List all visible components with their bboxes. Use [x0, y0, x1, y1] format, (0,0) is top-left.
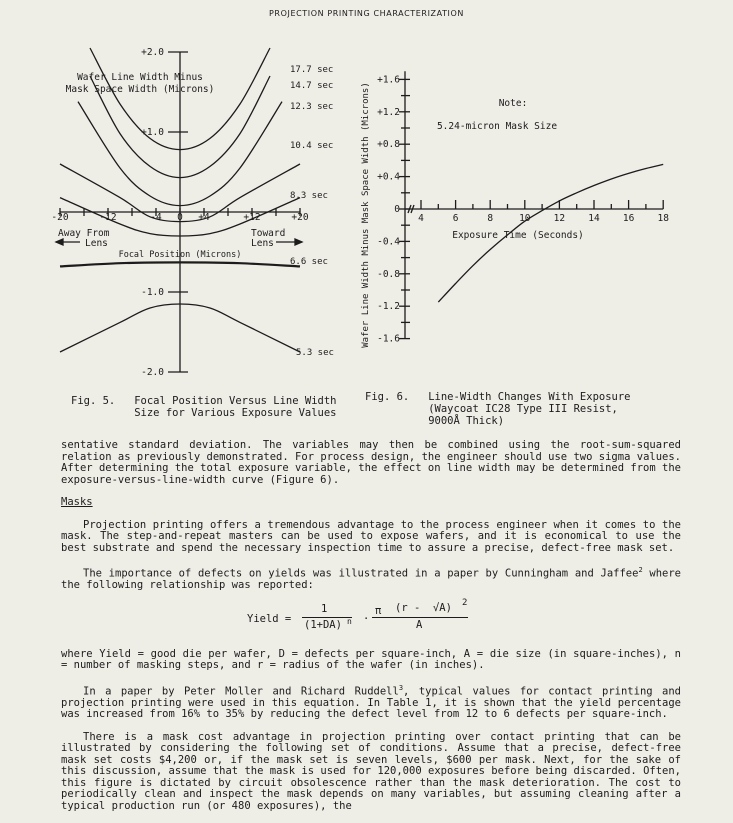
fig6-y-tick-label: +1.2	[377, 106, 400, 118]
fig5-x-tick-label: 0	[177, 212, 183, 223]
fig5-curve-label: 14.7 sec	[290, 81, 334, 91]
fig5-x-tick-label: -20	[51, 212, 69, 223]
paragraph: Projection printing offers a tremendous advantage to the process engineer when it comes to the mask. The step-and-repeat masters can be used to expose wafers, and it is economical to use the best substrate and spend the necessary inspection time to assure a precise, defect-free mask set.	[61, 518, 681, 554]
fig5-y-tick-label: -1.0	[141, 287, 164, 298]
fig6-x-tick-label: 10	[519, 213, 531, 224]
fig5-title: Mask Space Width (Microns)	[65, 84, 215, 95]
fig5-x-tick-label: +20	[291, 212, 309, 223]
page-header: PROJECTION PRINTING CHARACTERIZATION	[269, 9, 464, 18]
fig6-note-title: Note:	[498, 98, 528, 109]
fig5-right-label: Lens	[251, 238, 274, 249]
eq-pi: π	[375, 604, 382, 617]
fig5-left-label: Lens	[85, 238, 108, 249]
fig5-x-tick-label: +12	[243, 212, 261, 223]
body-text	[61, 440, 681, 823]
fig6-x-tick-label: 16	[622, 213, 635, 224]
fig6-x-tick-label: 8	[487, 213, 494, 224]
eq-fraction-bar	[302, 617, 352, 618]
text-run: where the following relationship was reported:	[61, 567, 681, 591]
eq-num2: (r - √A)	[395, 601, 452, 614]
fig6-y-tick-label: -1.6	[377, 333, 400, 345]
eq-exponent-n: n	[347, 616, 352, 626]
yield-equation	[61, 597, 681, 639]
fig6-y-tick-label: +0.4	[377, 171, 400, 183]
paragraph	[61, 565, 681, 592]
fig5-curve-label: 5.3 sec	[296, 348, 334, 358]
fig5-y-tick-label: -2.0	[141, 367, 164, 378]
fig5-y-tick-label: +1.0	[141, 127, 164, 138]
fig6-note-text: 5.24-micron Mask Size	[436, 121, 558, 132]
fig5-left-arrowhead	[56, 239, 63, 245]
paragraph	[61, 683, 681, 721]
fig5-curve-label: 8.3 sec	[290, 191, 328, 201]
fig6-x-tick-label: 4	[418, 213, 424, 224]
eq-dot: ·	[363, 612, 370, 625]
fig6-y-tick-label: +0.8	[377, 139, 400, 151]
fig5-curve-label: 12.3 sec	[290, 102, 334, 112]
fig5-x-tick-label: -12	[99, 212, 117, 223]
fig5-right-arrowhead	[295, 239, 302, 245]
fig6-x-tick-label: 6	[452, 213, 459, 224]
fig6-y-tick-label: -1.2	[377, 301, 400, 313]
eq-den2: A	[416, 618, 423, 631]
footnote-ref: 2	[638, 566, 643, 574]
fig6-y-tick-label: -0.8	[377, 268, 400, 280]
fig6-caption: Fig. 6. Line-Width Changes With Exposure (Waycoat IC28 Type III Resist, 9000Å Thick)	[365, 391, 631, 427]
paragraph: There is a mask cost advantage in projection printing over contact printing that can be illustrated by considering the following set of conditions. Assume that a precise, defect-free mask set costs $4,200 or, if the mask set is seven levels, $600 per mask. Next, for the sake of this discussion, assume that the mask is used for 120,000 exposures before being discarded. Often, this figure is dictated by circuit obsolescence rather than the mask deterioration. The cost to periodically clean and inspect the mask depends on many variables, but assuming cleaning after a typical production run (or 480 exposures), the	[61, 730, 681, 812]
eq-exponent-2: 2	[462, 597, 468, 608]
section-heading: Masks	[61, 496, 93, 508]
fig5-title: Wafer Line Width Minus	[77, 72, 203, 83]
fig6-x-tick-label: 14	[588, 213, 600, 224]
fig5-x-tick-label: -4	[150, 212, 162, 223]
fig5-y-tick-label: +2.0	[141, 47, 164, 58]
fig6-y-tick-label: +1.6	[377, 74, 400, 86]
fig6-chart	[361, 71, 669, 347]
text-run: , typical values for contact printing and projection printing were used in this equation. In Table 1, it is shown that the yield percentage was increased from 16% to 35% by reducing the defect level from 12 to 6 defects per square-inch.	[61, 685, 681, 720]
fig6-x-tick-label: 12	[553, 213, 566, 224]
fig5-curve-label: 10.4 sec	[290, 141, 334, 151]
paragraph: where Yield = good die per wafer, D = defects per square-inch, A = die size (in square-inches), n = number of masking steps, and r = radius of the wafer (in inches).	[61, 647, 681, 671]
fig5-left-label: Away From	[58, 228, 110, 239]
eq-den1: (1+DA)	[304, 618, 342, 631]
text-run: The importance of defects on yields was illustrated in a paper by Cunningham and Jaffee	[83, 567, 639, 580]
fig5-x-title: Focal Position (Microns)	[118, 250, 242, 260]
fig6-y-title: Wafer Line Width Minus Mask Space Width (Microns)	[361, 82, 371, 348]
eq-fraction-bar	[372, 617, 468, 618]
fig6-x-tick-label: 18	[657, 213, 669, 224]
paragraph: sentative standard deviation. The variables may then be combined using the root-sum-squared relation as previously demonstrated. For process design, the engineer should use two sigma values. After determining the total exposure variable, the effect on line width may be determined from the exposure-versus-line-width curve (Figure 6).	[61, 439, 681, 486]
eq-num1: 1	[321, 602, 328, 615]
fig6-y-tick-label: -0.4	[377, 236, 400, 248]
fig5-right-label: Toward	[251, 228, 286, 239]
fig5-x-tick-label: +4	[198, 212, 210, 223]
fig6-y-tick-label: 0	[394, 204, 400, 215]
figures	[0, 0, 733, 400]
text-run: In a paper by Peter Moller and Richard Ruddell	[83, 685, 399, 697]
fig5-chart	[51, 47, 334, 378]
fig5-caption: Fig. 5. Focal Position Versus Line Width Size for Various Exposure Values	[71, 395, 337, 419]
fig6-x-title: Exposure Time (Seconds)	[452, 230, 584, 241]
eq-yield: Yield =	[247, 612, 292, 625]
fig5-curve-label: 6.6 sec	[290, 257, 328, 267]
footnote-ref: 3	[398, 683, 404, 692]
fig5-curve-label: 17.7 sec	[290, 65, 334, 75]
